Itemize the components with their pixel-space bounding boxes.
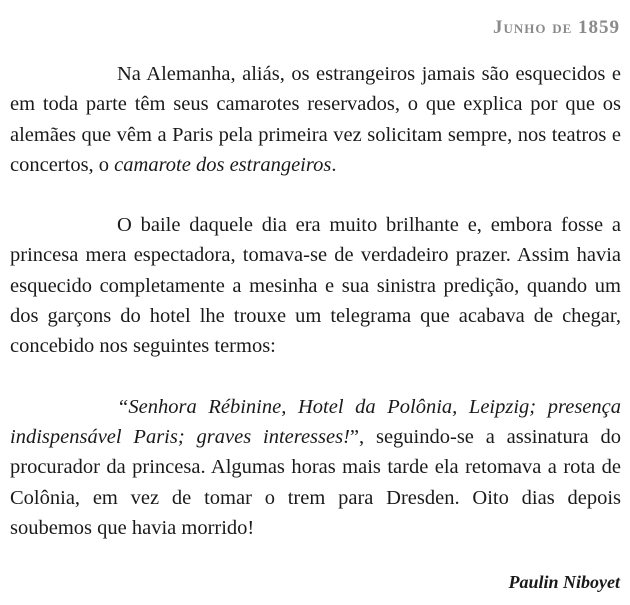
running-header: Junho de 1859: [492, 17, 620, 38]
telegram-quote: “Senhora Rébinine, Hotel da Polônia, Leipzig; presença indispensável Paris; graves interesses!: [10, 395, 621, 448]
paragraph-2: [10, 210, 621, 361]
paragraph-1-text: Na Alemanha, aliás, os estrangeiros jamais são esquecidos e em toda parte têm seus camarotes reservados, o que explica por que os alemães que vêm a Paris pela primeira vez solicitam sempre, nos teatros e concertos, o: [10, 63, 621, 176]
paragraph-1-end: .: [331, 153, 337, 176]
paragraph-1: [10, 59, 621, 180]
body-text: [10, 59, 621, 543]
paragraph-1-italic: camarote dos estrangeiros: [114, 153, 332, 176]
paragraph-2-text: O baile daquele dia era muito brilhante e, embora fosse a princesa mera espectadora, tomava-se de verdadeiro prazer. Assim havia esquecido completamente a mesinha e sua sinistra predição, quando um dos garçons do hotel lhe trouxe um telegrama que acabava de chegar, concebido nos seguintes termos:: [10, 214, 621, 358]
paragraph-3-text: ”, seguindo-se a assinatura do procurador da princesa. Algumas horas mais tarde ela retomava a rota de Colônia, em vez de tomar o trem para Dresden. Oito dias depois soubemos que havia morrido!: [10, 425, 621, 539]
paragraph-3: [10, 392, 621, 543]
author-signature: Paulin Niboyet: [508, 572, 620, 592]
